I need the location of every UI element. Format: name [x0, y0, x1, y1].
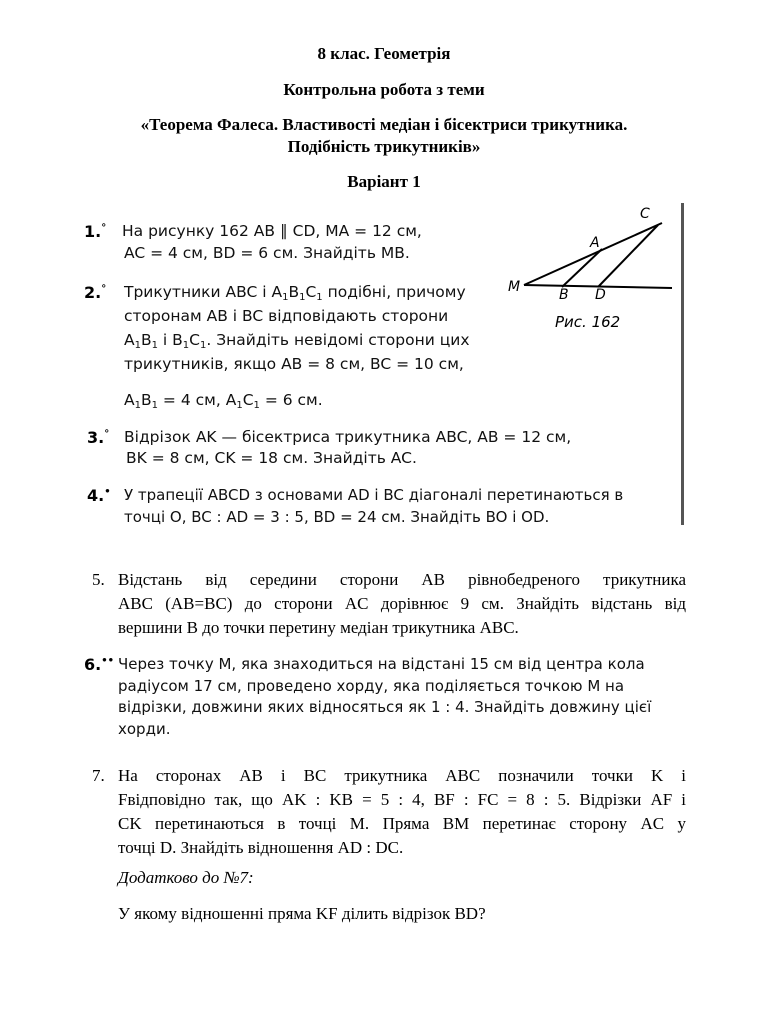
- task-5-number: 5.: [92, 570, 105, 589]
- line-mc: [524, 223, 662, 285]
- figure-label-d: D: [595, 287, 606, 303]
- page-title-grade: 8 клас. Геометрія: [317, 44, 451, 63]
- task-2-number: 2.°: [84, 283, 107, 302]
- task-1-number: 1.°: [84, 222, 107, 241]
- task-7-number: 7.: [92, 766, 105, 785]
- task-5-text: [118, 568, 686, 640]
- medium-level-mark: •: [104, 486, 111, 498]
- basic-level-mark: °: [101, 283, 107, 295]
- task-1-line-2: AC = 4 см, BD = 6 см. Знайдіть MB.: [124, 244, 410, 262]
- task-2-line-4: трикутників, якщо AB = 8 см, BC = 10 см,: [124, 355, 464, 373]
- task-3-number: 3.°: [87, 428, 110, 447]
- task-4-line-1: У трапеції ABCD з основами AD і BC діагоналі перетинаються в: [124, 486, 624, 504]
- task-7-extra-question: У якому відношенні пряма KF ділить відрізок BD?: [118, 904, 486, 923]
- task-2-line-1: Трикутники ABC і $A_1B_1C_1$ подібні, причому: [124, 283, 466, 303]
- task-6-number: 6.••: [84, 655, 115, 674]
- scan-edge-divider: [681, 203, 684, 525]
- figure-label-a: A: [590, 235, 600, 251]
- task-7-text: [118, 764, 686, 860]
- task-1-line-1: На рисунку 162 AB ∥ CD, MA = 12 см,: [122, 222, 422, 240]
- topic-line-1: «Теорема Фалеса. Властивості медіан і бісектриси трикутника.: [140, 115, 628, 134]
- figure-label-b: B: [559, 287, 569, 303]
- task-7-line-3: CK перетинаються в точці M. Пряма BM перетинає сторону AC у: [118, 814, 686, 833]
- segment-cd: [598, 225, 658, 287]
- variant-title: Варіант 1: [347, 172, 421, 191]
- topic-line-2: Подібність трикутників»: [287, 137, 481, 156]
- task-5-line-3: вершини B до точки перетину медіан трикутника ABC.: [118, 618, 519, 637]
- task-6-line-1: Через точку M, яка знаходиться на відстані 15 см від центра кола: [118, 655, 645, 673]
- task-7-line-4: точці D. Знайдіть відношення AD : DC.: [118, 838, 404, 857]
- task-6-line-4: хорди.: [118, 720, 171, 738]
- task-2-line-2: сторонам AB і BC відповідають сторони: [124, 307, 449, 325]
- page-title-test: Контрольна робота з теми: [283, 80, 485, 99]
- task-4-line-2: точці O, BC : AD = 3 : 5, BD = 24 см. Знайдіть BO і OD.: [124, 508, 550, 526]
- basic-level-mark: °: [104, 428, 110, 440]
- high-level-mark: ••: [101, 655, 115, 667]
- figure-label-m: M: [508, 279, 521, 295]
- task-6-line-3: відрізки, довжини яких відносяться як 1 : 4. Знайдіть довжину цієї: [118, 698, 652, 716]
- task-2-line-3: $A_1B_1$ і $B_1C_1$. Знайдіть невідомі сторони цих: [124, 331, 470, 351]
- task-5-line-1: Відстань від середини сторони AB рівнобедреного трикутника: [118, 570, 686, 589]
- basic-level-mark: °: [101, 222, 107, 234]
- task-2-line-5: $A_1B_1 = 4$ см, $A_1C_1 = 6$ см.: [124, 391, 323, 411]
- task-3-line-1: Відрізок AK — бісектриса трикутника ABC, AB = 12 см,: [124, 428, 572, 446]
- task-7-extra-label: Додатково до №7:: [118, 868, 254, 887]
- task-5-line-2: ABC (AB=BC) до сторони AC дорівнює 9 см. Знайдіть відстань від: [118, 594, 686, 613]
- task-7-line-2: Fвідповідно так, що AK : KB = 5 : 4, BF : FC = 8 : 5. Відрізки AF і: [118, 790, 686, 809]
- task-3-line-2: BK = 8 см, CK = 18 см. Знайдіть AC.: [126, 449, 417, 467]
- segment-ab: [562, 249, 602, 287]
- task-6-line-2: радіусом 17 см, проведено хорду, яка поділяється точкою M на: [118, 677, 625, 695]
- task-7-line-1: На сторонах AB і BC трикутника ABC позначили точки K і: [118, 766, 686, 785]
- figure-label-c: C: [640, 206, 650, 222]
- task-4-number: 4.•: [87, 486, 111, 505]
- figure-caption: Рис. 162: [555, 313, 621, 331]
